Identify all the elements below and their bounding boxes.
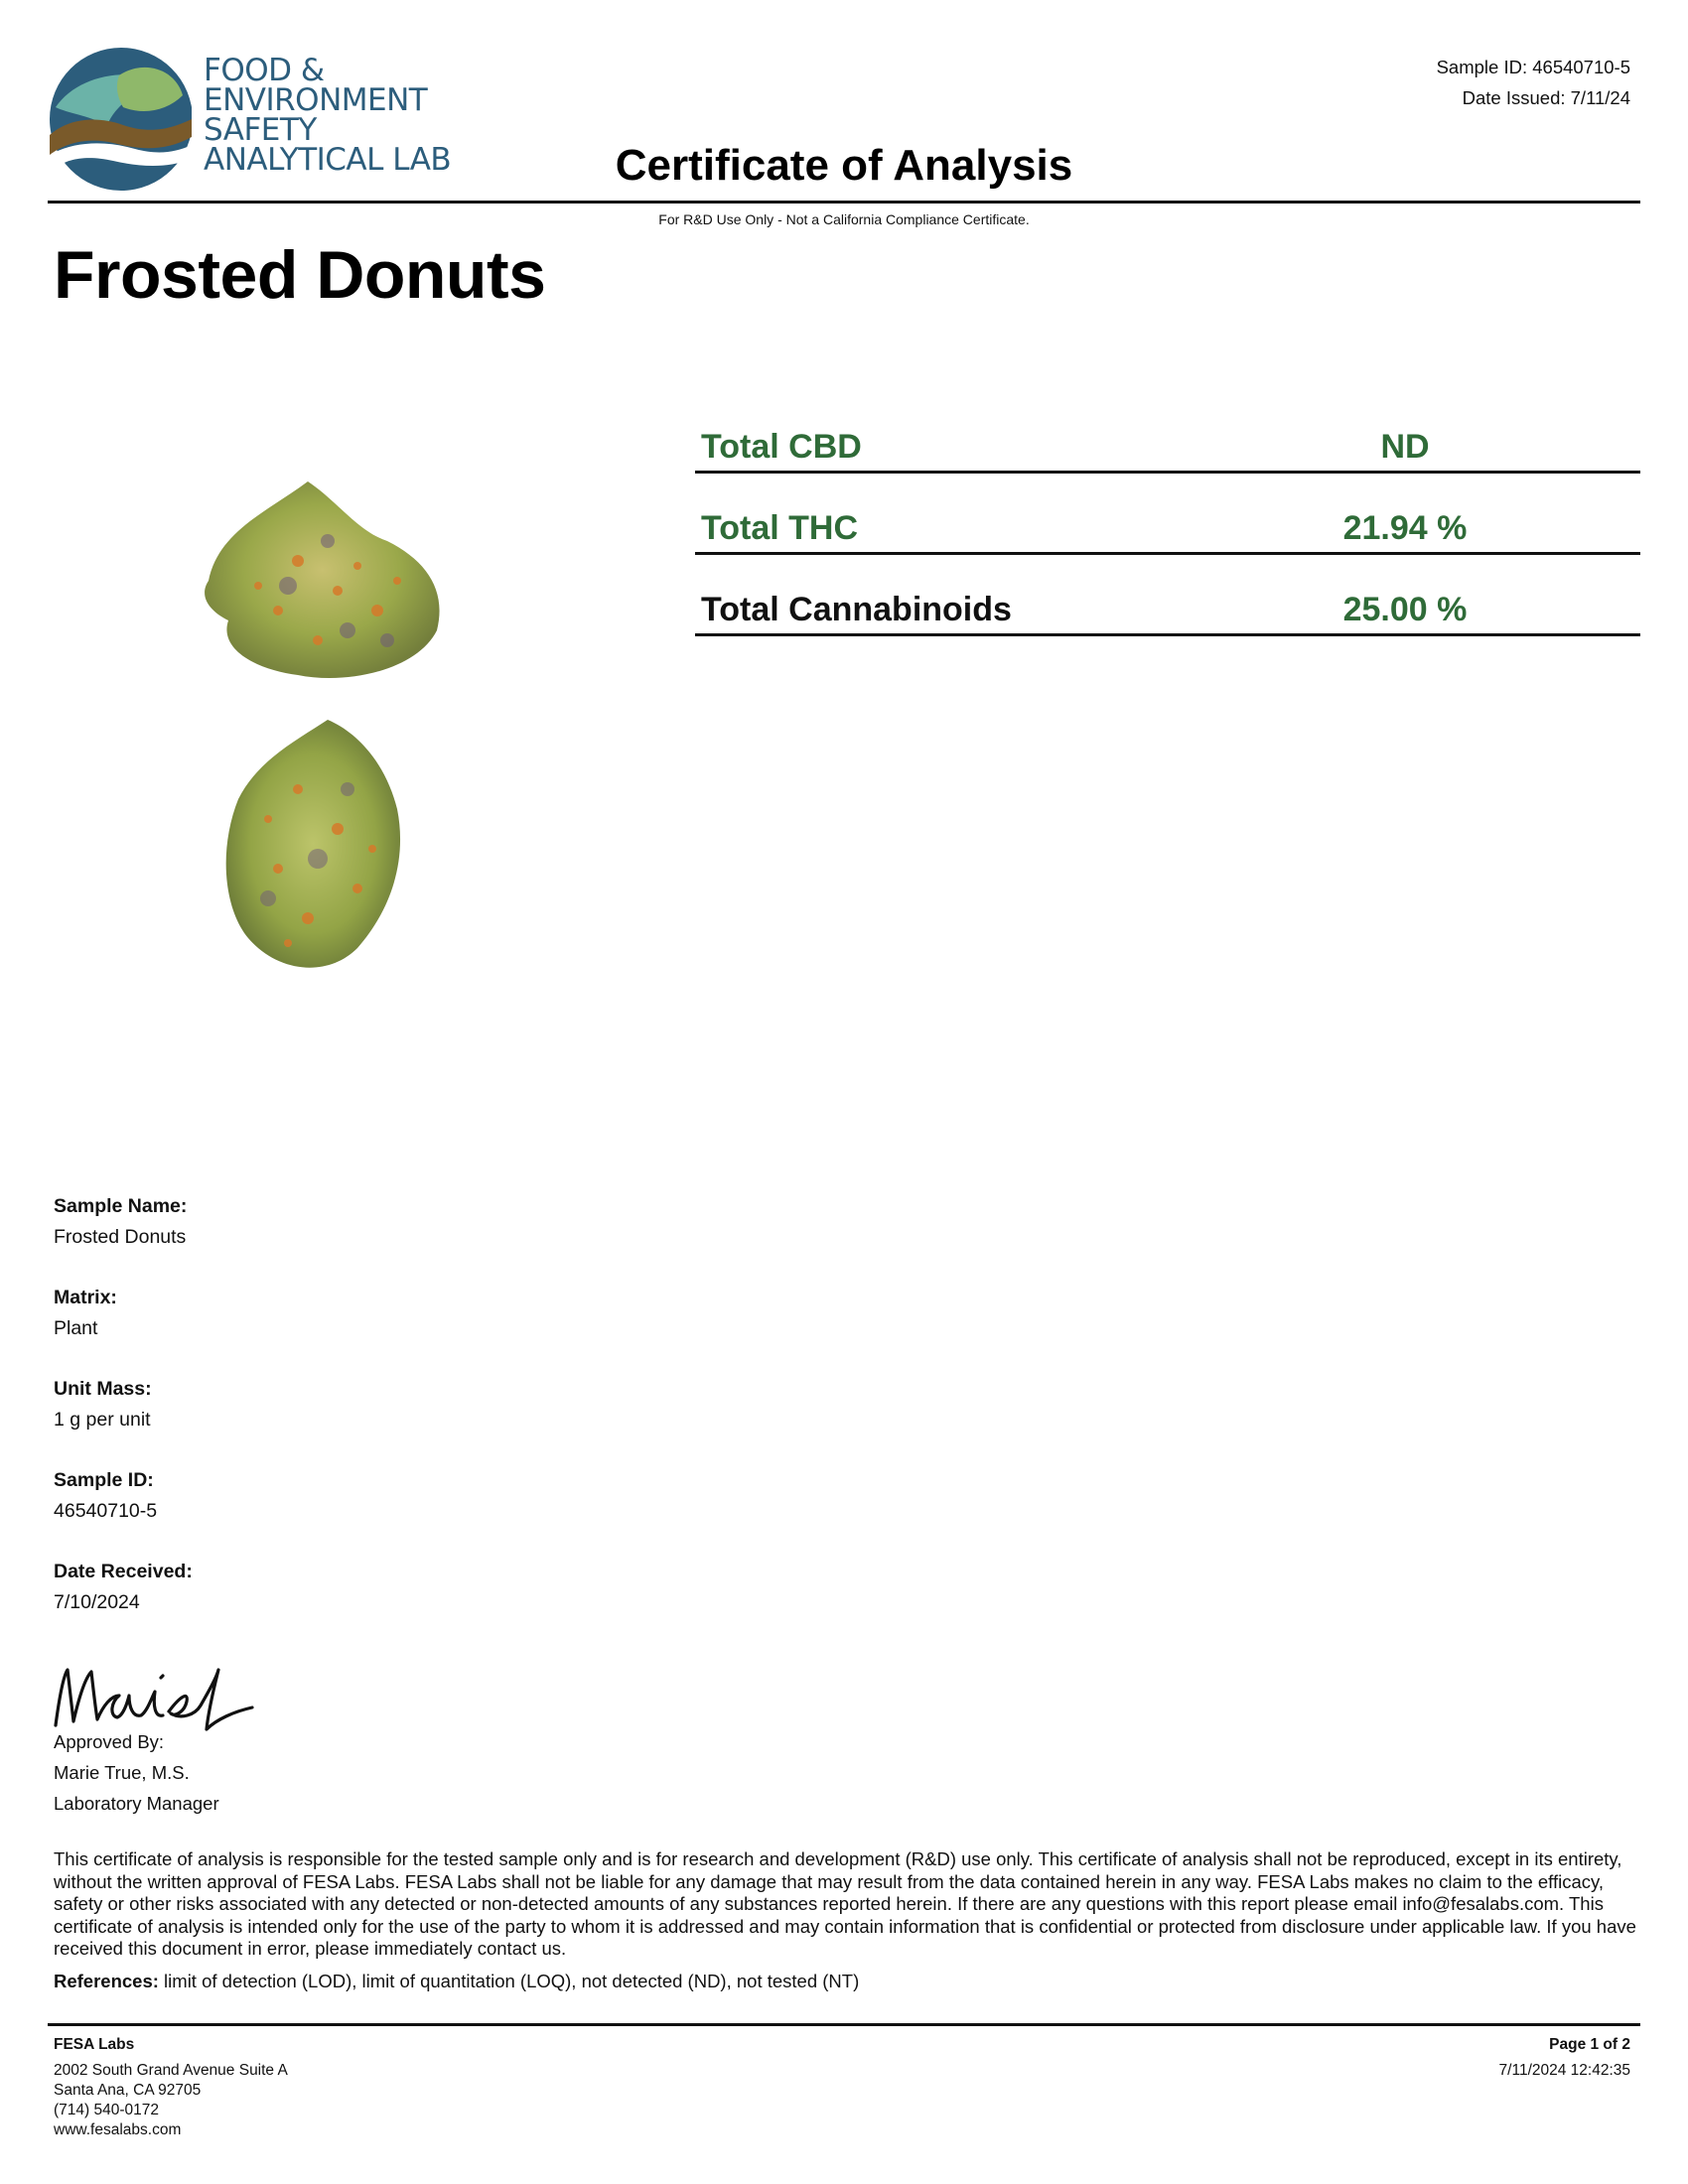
references <box>54 1971 1640 1992</box>
rd-use-note: For R&D Use Only - Not a California Compliance Certificate. <box>658 211 1030 227</box>
footer-company: FESA Labs <box>54 2036 135 2053</box>
references-text: limit of detection (LOD), limit of quantitation (LOQ), not detected (ND), not tested (NT) <box>158 1971 860 1991</box>
lab-name-line: SAFETY <box>204 112 317 148</box>
lab-name-line: FOOD & <box>204 53 325 88</box>
sample-info-label: Sample Name: <box>54 1195 188 1217</box>
potency-label: Total Cannabinoids <box>701 591 1012 628</box>
potency-value: 21.94 % <box>1342 509 1468 547</box>
footer-address-line: Santa Ana, CA 92705 <box>54 2082 202 2099</box>
potency-row-total-thc <box>695 474 1640 555</box>
footer-page-info <box>1499 2035 1630 2081</box>
footer-address <box>54 2035 288 2140</box>
potency-row-total-cannabinoids <box>695 555 1640 636</box>
footer-phone: (714) 540-0172 <box>54 2102 159 2118</box>
sample-info-value: 46540710-5 <box>54 1500 158 1522</box>
sample-info-label: Date Received: <box>54 1561 193 1582</box>
potency-summary <box>695 392 1640 636</box>
footer-timestamp: 7/11/2024 12:42:35 <box>1498 2062 1630 2079</box>
footer-address-line: 2002 South Grand Avenue Suite A <box>54 2062 288 2079</box>
product-photo <box>189 472 477 998</box>
potency-row-total-cbd <box>695 392 1640 474</box>
sample-info-value: Plant <box>54 1317 98 1339</box>
approver-name: Marie True, M.S. <box>54 1762 190 1783</box>
sample-info-value: 1 g per unit <box>54 1409 151 1431</box>
approved-by-label: Approved By: <box>54 1731 165 1752</box>
references-label: References: <box>54 1971 159 1991</box>
sample-info <box>54 1191 550 1648</box>
sample-info-label: Unit Mass: <box>54 1378 152 1400</box>
signature <box>50 1656 258 1735</box>
potency-label: Total CBD <box>701 428 862 466</box>
footer-divider <box>48 2023 1640 2026</box>
disclaimer-text: This certificate of analysis is responsible for the tested sample only and is for research and development (R&D) use only. This certificate of analysis shall not be reproduced, except in its entirety, without the written approval of FESA Labs. FESA Labs shall not be liable for any damage that may result from the data contained herein in any way. FESA Labs makes no claim to the efficacy, safety or other risks associated with any detected or non-detected amounts of any substances reported herein. If there are any questions with this report please email info@fesalabs.com. This certificate of analysis is intended only for the use of the party to whom it is addressed and may contain information that is confidential or protected from disclosure under applicable law. If you have received this document in error, please immediately contact us. <box>54 1848 1636 1959</box>
lab-name-line: ANALYTICAL LAB <box>204 142 452 178</box>
sample-info-item <box>54 1465 550 1527</box>
page-number: Page 1 of 2 <box>1549 2036 1630 2053</box>
product-title: Frosted Donuts <box>54 237 546 313</box>
header-date-issued: Date Issued: 7/11/24 <box>1462 87 1630 108</box>
sample-info-label: Sample ID: <box>54 1469 154 1491</box>
lab-name-line: ENVIRONMENT <box>204 82 428 118</box>
header-sample-id: Sample ID: 46540710-5 <box>1436 57 1630 77</box>
document-title: Certificate of Analysis <box>615 141 1073 190</box>
sample-info-item <box>54 1374 550 1435</box>
potency-label: Total THC <box>701 509 859 547</box>
sample-info-value: Frosted Donuts <box>54 1226 187 1248</box>
approval-block <box>54 1726 219 1819</box>
potency-value: ND <box>1380 428 1430 466</box>
sample-info-value: 7/10/2024 <box>54 1591 140 1613</box>
sample-info-label: Matrix: <box>54 1287 117 1308</box>
header-meta <box>1437 52 1630 113</box>
potency-value: 25.00 % <box>1342 591 1468 628</box>
sample-info-item <box>54 1557 550 1618</box>
footer-website[interactable]: www.fesalabs.com <box>54 2121 182 2138</box>
sample-info-item <box>54 1283 550 1344</box>
sample-info-item <box>54 1191 550 1253</box>
header-divider <box>48 201 1640 204</box>
approver-title: Laboratory Manager <box>54 1793 219 1814</box>
